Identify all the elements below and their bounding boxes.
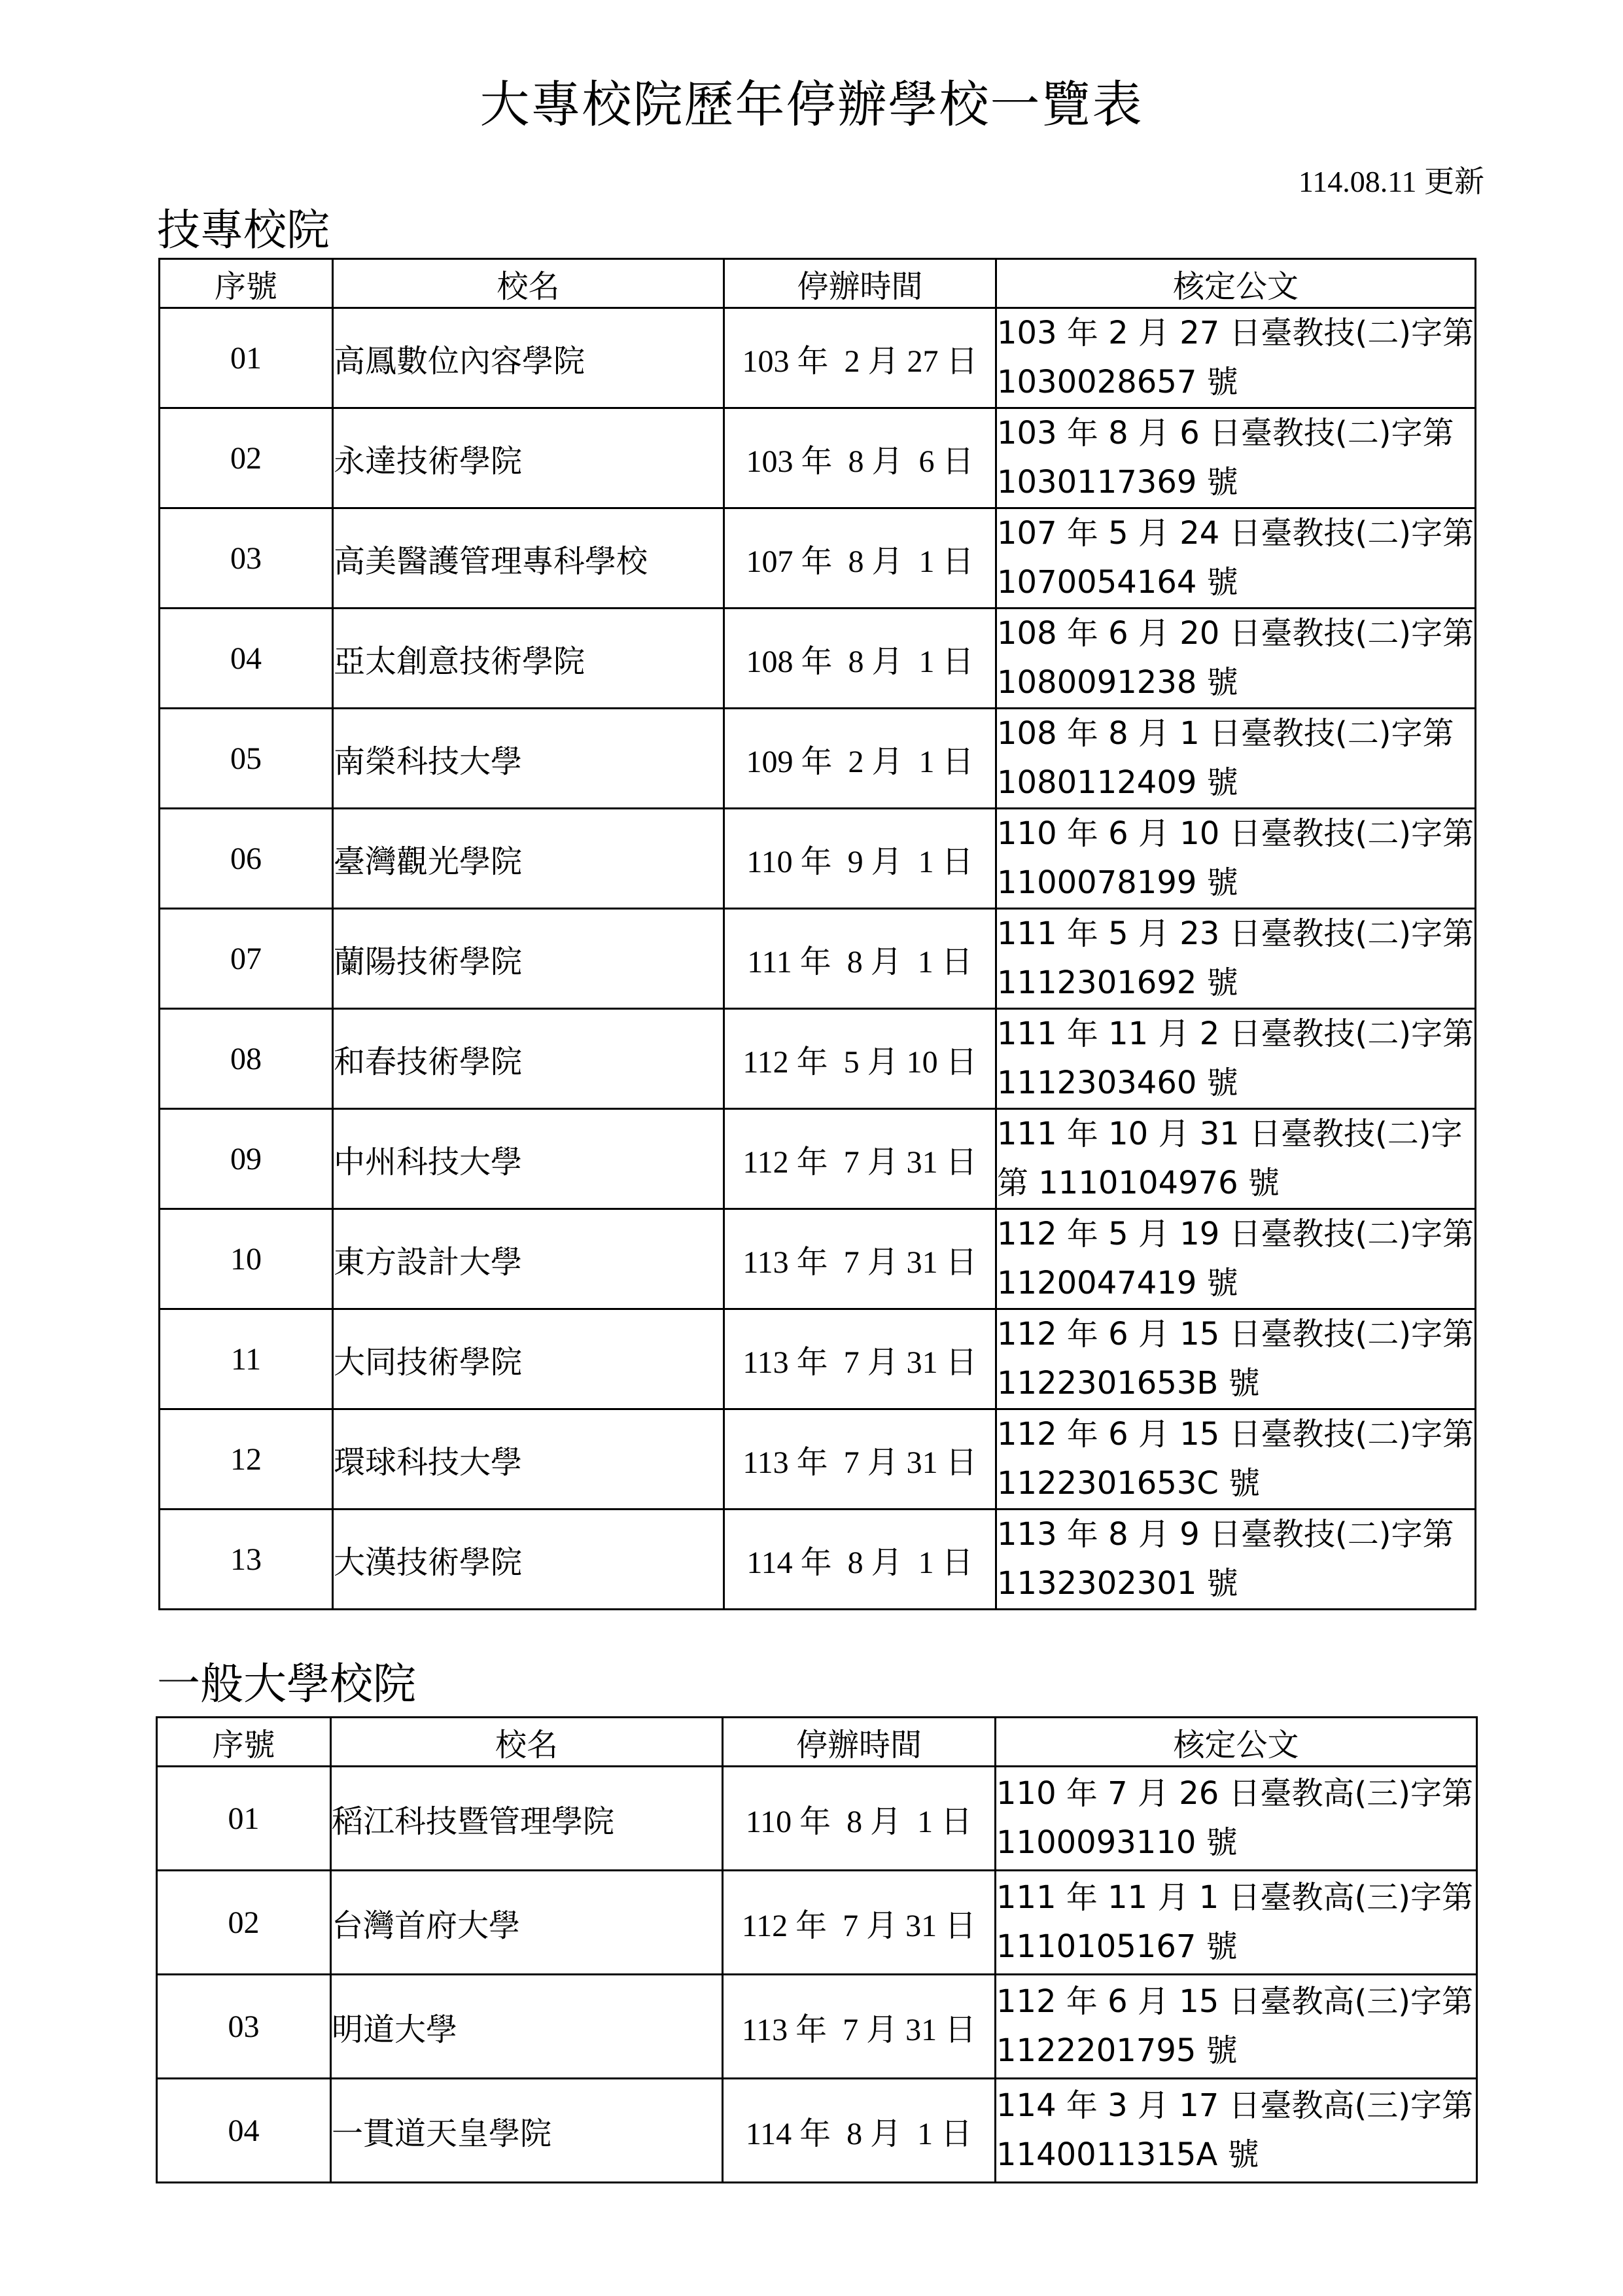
table-row bbox=[160, 809, 1476, 909]
doc-line-1: 114 年 3 月 17 日臺教高(三)字第 bbox=[996, 2087, 1473, 2124]
table-body bbox=[160, 308, 1476, 1610]
cell-closure-date: 113 年 7 月 31 日 bbox=[724, 1409, 996, 1510]
table-row bbox=[160, 609, 1476, 709]
doc-line-2: 1122301653B 號 bbox=[997, 1365, 1260, 1402]
cell-school-name: 中州科技大學 bbox=[333, 1109, 724, 1209]
cell-school-name: 東方設計大學 bbox=[333, 1209, 724, 1309]
cell-no: 03 bbox=[160, 508, 333, 609]
cell-school-name: 明道大學 bbox=[331, 1975, 723, 2079]
cell-no: 01 bbox=[157, 1767, 331, 1871]
header-no: 序號 bbox=[160, 259, 333, 308]
doc-line-1: 108 年 6 月 20 日臺教技(二)字第 bbox=[997, 615, 1474, 652]
cell-approval-document bbox=[996, 1510, 1476, 1610]
cell-school-name: 和春技術學院 bbox=[333, 1009, 724, 1109]
cell-approval-document bbox=[996, 1009, 1476, 1109]
doc-line-2: 1122301653C 號 bbox=[997, 1465, 1261, 1502]
doc-line-1: 111 年 5 月 23 日臺教技(二)字第 bbox=[997, 915, 1474, 952]
cell-no: 12 bbox=[160, 1409, 333, 1510]
cell-no: 08 bbox=[160, 1009, 333, 1109]
cell-closure-date: 114 年 8 月 1 日 bbox=[724, 1510, 996, 1610]
cell-no: 05 bbox=[160, 709, 333, 809]
cell-school-name: 環球科技大學 bbox=[333, 1409, 724, 1510]
table-row bbox=[157, 2079, 1477, 2183]
cell-approval-document bbox=[996, 809, 1476, 909]
doc-line-1: 108 年 8 月 1 日臺教技(二)字第 bbox=[997, 715, 1454, 752]
header-date: 停辦時間 bbox=[724, 259, 996, 308]
cell-closure-date: 107 年 8 月 1 日 bbox=[724, 508, 996, 609]
page-title: 大專校院歷年停辦學校一覽表 bbox=[480, 75, 1143, 133]
cell-no: 04 bbox=[160, 609, 333, 709]
doc-line-1: 103 年 2 月 27 日臺教技(二)字第 bbox=[997, 315, 1474, 351]
cell-no: 07 bbox=[160, 909, 333, 1009]
cell-approval-document bbox=[996, 1309, 1476, 1409]
section-heading-general: 一般大學校院 bbox=[157, 1659, 416, 1709]
cell-school-name: 永達技術學院 bbox=[333, 408, 724, 508]
cell-school-name: 大漢技術學院 bbox=[333, 1510, 724, 1610]
doc-line-2: 1110105167 號 bbox=[996, 1928, 1238, 1965]
doc-line-2: 1080091238 號 bbox=[997, 664, 1238, 701]
cell-closure-date: 113 年 7 月 31 日 bbox=[724, 1309, 996, 1409]
table-row bbox=[160, 1309, 1476, 1409]
cell-no: 03 bbox=[157, 1975, 331, 2079]
cell-closure-date: 109 年 2 月 1 日 bbox=[724, 709, 996, 809]
table-row bbox=[160, 1409, 1476, 1510]
cell-no: 01 bbox=[160, 308, 333, 408]
cell-approval-document bbox=[996, 709, 1476, 809]
technical-schools-table bbox=[158, 258, 1476, 1610]
cell-closure-date: 114 年 8 月 1 日 bbox=[723, 2079, 996, 2183]
doc-line-2: 1140011315A 號 bbox=[996, 2136, 1259, 2173]
table-row bbox=[160, 1209, 1476, 1309]
header-no: 序號 bbox=[157, 1718, 331, 1767]
cell-school-name: 臺灣觀光學院 bbox=[333, 809, 724, 909]
cell-closure-date: 112 年 5 月 10 日 bbox=[724, 1009, 996, 1109]
doc-line-2: 1070054164 號 bbox=[997, 564, 1238, 601]
cell-school-name: 亞太創意技術學院 bbox=[333, 609, 724, 709]
cell-approval-document bbox=[996, 1209, 1476, 1309]
table-row bbox=[157, 1767, 1477, 1871]
header-doc: 核定公文 bbox=[996, 259, 1476, 308]
cell-closure-date: 113 年 7 月 31 日 bbox=[723, 1975, 996, 2079]
table-row bbox=[160, 1009, 1476, 1109]
doc-line-1: 110 年 7 月 26 日臺教高(三)字第 bbox=[996, 1775, 1473, 1812]
cell-approval-document bbox=[996, 609, 1476, 709]
cell-no: 10 bbox=[160, 1209, 333, 1309]
doc-line-2: 1120047419 號 bbox=[997, 1265, 1238, 1301]
cell-school-name: 高美醫護管理專科學校 bbox=[333, 508, 724, 609]
header-name: 校名 bbox=[333, 259, 724, 308]
doc-line-1: 111 年 11 月 1 日臺教高(三)字第 bbox=[996, 1879, 1473, 1916]
cell-no: 06 bbox=[160, 809, 333, 909]
doc-line-2: 1030028657 號 bbox=[997, 364, 1238, 400]
table-row bbox=[160, 909, 1476, 1009]
general-universities-table bbox=[156, 1716, 1478, 2183]
cell-closure-date: 110 年 9 月 1 日 bbox=[724, 809, 996, 909]
table-row bbox=[160, 408, 1476, 508]
cell-no: 11 bbox=[160, 1309, 333, 1409]
cell-approval-document bbox=[996, 1109, 1476, 1209]
cell-school-name: 蘭陽技術學院 bbox=[333, 909, 724, 1009]
cell-school-name: 一貫道天皇學院 bbox=[331, 2079, 723, 2183]
cell-no: 09 bbox=[160, 1109, 333, 1209]
doc-line-1: 103 年 8 月 6 日臺教技(二)字第 bbox=[997, 415, 1454, 451]
doc-line-2: 1030117369 號 bbox=[997, 464, 1238, 501]
doc-line-1: 107 年 5 月 24 日臺教技(二)字第 bbox=[997, 515, 1474, 552]
table-row bbox=[157, 1975, 1477, 2079]
doc-line-2: 1112303460 號 bbox=[997, 1065, 1238, 1101]
doc-line-2: 1122201795 號 bbox=[996, 2032, 1238, 2069]
cell-no: 02 bbox=[160, 408, 333, 508]
cell-no: 02 bbox=[157, 1871, 331, 1975]
cell-school-name: 高鳳數位內容學院 bbox=[333, 308, 724, 408]
cell-closure-date: 113 年 7 月 31 日 bbox=[724, 1209, 996, 1309]
doc-line-2: 第 1110104976 號 bbox=[997, 1165, 1280, 1201]
cell-closure-date: 112 年 7 月 31 日 bbox=[723, 1871, 996, 1975]
cell-school-name: 大同技術學院 bbox=[333, 1309, 724, 1409]
doc-line-1: 110 年 6 月 10 日臺教技(二)字第 bbox=[997, 815, 1474, 852]
cell-approval-document bbox=[996, 1767, 1477, 1871]
cell-closure-date: 112 年 7 月 31 日 bbox=[724, 1109, 996, 1209]
cell-approval-document bbox=[996, 508, 1476, 609]
cell-school-name: 台灣首府大學 bbox=[331, 1871, 723, 1975]
section-heading-technical: 技專校院 bbox=[157, 205, 330, 255]
cell-closure-date: 111 年 8 月 1 日 bbox=[724, 909, 996, 1009]
table-body bbox=[157, 1767, 1477, 2183]
table-header-row bbox=[157, 1718, 1477, 1767]
cell-closure-date: 103 年 8 月 6 日 bbox=[724, 408, 996, 508]
doc-line-2: 1100093110 號 bbox=[996, 1824, 1238, 1861]
cell-school-name: 稻江科技暨管理學院 bbox=[331, 1767, 723, 1871]
table-row bbox=[160, 1109, 1476, 1209]
doc-line-1: 111 年 11 月 2 日臺教技(二)字第 bbox=[997, 1016, 1474, 1052]
doc-line-1: 111 年 10 月 31 日臺教技(二)字 bbox=[997, 1116, 1463, 1152]
cell-approval-document bbox=[996, 1409, 1476, 1510]
cell-approval-document bbox=[996, 2079, 1477, 2183]
table-row bbox=[160, 709, 1476, 809]
doc-line-2: 1100078199 號 bbox=[997, 864, 1238, 901]
doc-line-1: 113 年 8 月 9 日臺教技(二)字第 bbox=[997, 1516, 1454, 1553]
doc-line-1: 112 年 6 月 15 日臺教技(二)字第 bbox=[997, 1416, 1474, 1453]
doc-line-1: 112 年 6 月 15 日臺教高(三)字第 bbox=[996, 1983, 1473, 2020]
table-row bbox=[160, 1510, 1476, 1610]
cell-approval-document bbox=[996, 909, 1476, 1009]
cell-approval-document bbox=[996, 408, 1476, 508]
header-date: 停辦時間 bbox=[723, 1718, 996, 1767]
cell-closure-date: 110 年 8 月 1 日 bbox=[723, 1767, 996, 1871]
doc-line-2: 1132302301 號 bbox=[997, 1565, 1238, 1602]
cell-closure-date: 108 年 8 月 1 日 bbox=[724, 609, 996, 709]
table-row bbox=[160, 308, 1476, 408]
table-row bbox=[157, 1871, 1477, 1975]
doc-line-1: 112 年 5 月 19 日臺教技(二)字第 bbox=[997, 1216, 1474, 1252]
doc-line-1: 112 年 6 月 15 日臺教技(二)字第 bbox=[997, 1316, 1474, 1352]
table-row bbox=[160, 508, 1476, 609]
cell-approval-document bbox=[996, 308, 1476, 408]
cell-no: 04 bbox=[157, 2079, 331, 2183]
cell-approval-document bbox=[996, 1975, 1477, 2079]
doc-line-2: 1112301692 號 bbox=[997, 964, 1238, 1001]
cell-approval-document bbox=[996, 1871, 1477, 1975]
update-date: 114.08.11 更新 bbox=[1298, 165, 1484, 198]
header-doc: 核定公文 bbox=[996, 1718, 1477, 1767]
table-header-row bbox=[160, 259, 1476, 308]
cell-closure-date: 103 年 2 月 27 日 bbox=[724, 308, 996, 408]
header-name: 校名 bbox=[331, 1718, 723, 1767]
doc-line-2: 1080112409 號 bbox=[997, 764, 1238, 801]
cell-no: 13 bbox=[160, 1510, 333, 1610]
cell-school-name: 南榮科技大學 bbox=[333, 709, 724, 809]
